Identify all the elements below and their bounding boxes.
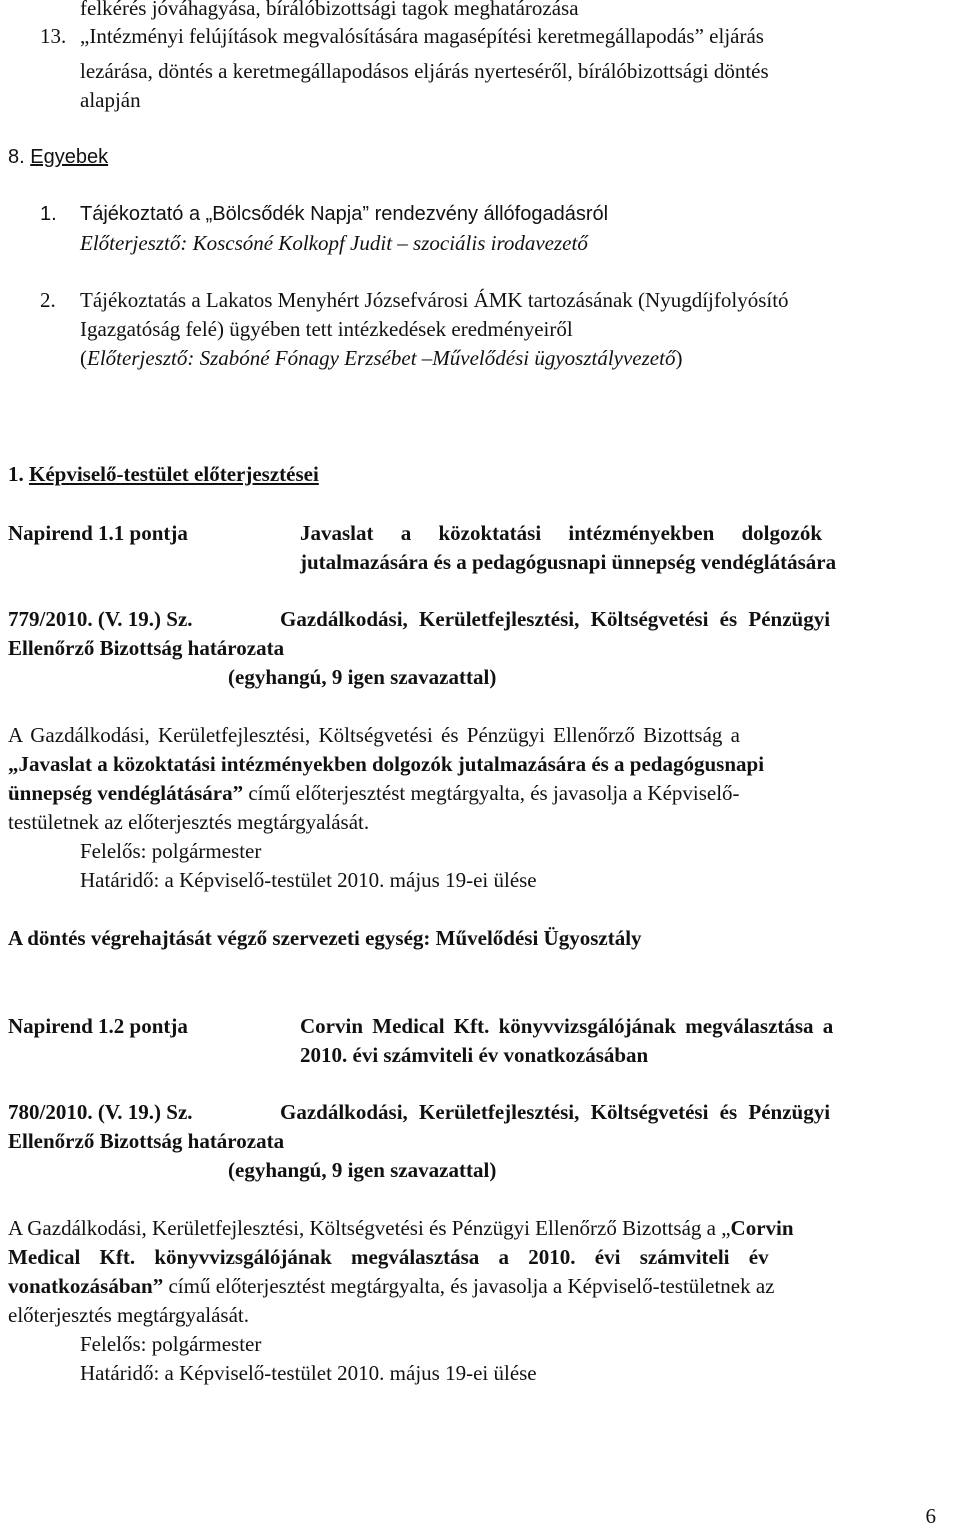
agenda-1-2-title-line1: Corvin Medical Kft. könyvvizsgálójának megválasztása a	[300, 1014, 834, 1038]
continued-line: felkérés jóváhagyása, bírálóbizottsági tagok meghatározása	[80, 0, 579, 20]
presenter-text: Előterjesztő: Szabóné Fónagy Erzsébet –Művelődési ügyosztályvezető	[87, 346, 676, 370]
section-8-item-1-number: 1.	[40, 203, 57, 225]
resolution-780-committee-line1: Gazdálkodási, Kerületfejlesztési, Költségvetési és Pénzügyi	[280, 1100, 831, 1124]
resolution-779-body-line3	[8, 779, 740, 807]
resolution-779-committee-line1: Gazdálkodási, Kerületfejlesztési, Költségvetési és Pénzügyi	[280, 607, 831, 631]
resolution-780-body-line3	[8, 1272, 775, 1300]
heading-1-title: Képviselő-testület előterjesztései	[29, 462, 319, 486]
resolution-779-vote: (egyhangú, 9 igen szavazattal)	[228, 665, 497, 689]
paren-open: (	[80, 346, 87, 370]
resolution-780-body-line1-text: A Gazdálkodási, Kerületfejlesztési, Költségvetési és Pénzügyi Ellenőrző Bizottság a „	[8, 1216, 731, 1240]
resolution-779-title-end: ünnepség vendéglátására”	[8, 781, 244, 805]
section-8-item-2-line1: Tájékoztatás a Lakatos Menyhért Józsefvárosi ÁMK tartozásának (Nyugdíjfolyósító	[80, 288, 789, 312]
section-8-item-2-number: 2.	[40, 288, 56, 312]
paren-close: )	[675, 346, 683, 370]
resolution-779-deadline: Határidő: a Képviselő-testület 2010. május 19-ei ülése	[80, 868, 537, 892]
section-8-item-2-line2: Igazgatóság felé) ügyében tett intézkedések eredményeiről	[80, 317, 573, 341]
resolution-779-body-line1: A Gazdálkodási, Kerületfejlesztési, Költségvetési és Pénzügyi Ellenőrző Bizottság a	[8, 723, 740, 747]
agenda-1-2-label: Napirend 1.2 pontja	[8, 1014, 188, 1038]
section-8-number: 8.	[8, 146, 25, 168]
resolution-780-title-end: vonatkozásában”	[8, 1274, 164, 1298]
page-number: 6	[925, 1504, 936, 1528]
heading-1-number: 1.	[8, 462, 24, 486]
resolution-779-executor: A döntés végrehajtását végző szervezeti egység: Művelődési Ügyosztály	[8, 926, 642, 950]
resolution-779-committee-line2: Ellenőrző Bizottság határozata	[8, 636, 285, 660]
resolution-779-body-line2: „Javaslat a közoktatási intézményekben dolgozók jutalmazására és a pedagógusnapi	[8, 752, 765, 776]
agenda-1-1-title-line1	[300, 519, 954, 547]
resolution-780-body-line3-rest: című előterjesztést megtárgyalta, és javasolja a Képviselő-testületnek az	[163, 1274, 775, 1298]
section-8-item-2-presenter	[80, 344, 682, 372]
resolution-780-body-line1	[8, 1214, 794, 1242]
agenda-1-1-title-line2: jutalmazására és a pedagógusnapi ünnepség vendéglátására	[300, 550, 837, 574]
section-8-item-1-title: Tájékoztató a „Bölcsődék Napja” rendezvény állófogadásról	[80, 203, 609, 225]
heading-1	[8, 460, 319, 488]
resolution-780-body-line2: Medical Kft. könyvvizsgálójának megválasztása a 2010. évi számviteli év	[8, 1245, 769, 1269]
resolution-780-ref: 780/2010. (V. 19.) Sz.	[8, 1100, 193, 1124]
item-13-line3: alapján	[80, 88, 141, 112]
resolution-779-responsible: Felelős: polgármester	[80, 839, 262, 863]
resolution-779-body-line4: testületnek az előterjesztés megtárgyalását.	[8, 810, 370, 834]
item-13-line2: lezárása, döntés a keretmegállapodásos eljárás nyerteséről, bírálóbizottsági döntés	[80, 59, 769, 83]
resolution-780-body-line4: előterjesztés megtárgyalását.	[8, 1303, 250, 1327]
resolution-780-deadline: Határidő: a Képviselő-testület 2010. május 19-ei ülése	[80, 1361, 537, 1385]
agenda-1-1-label: Napirend 1.1 pontja	[8, 521, 188, 545]
item-13-line1-text: „Intézményi felújítások megvalósítására magasépítési keretmegállapodás” eljárás	[80, 24, 764, 48]
item-13-number: 13.	[40, 24, 67, 48]
section-8-title: Egyebek	[30, 146, 109, 168]
agenda-1-1-title-line1-text: Javaslat a közoktatási intézményekben dolgozók	[300, 521, 823, 545]
section-8-heading	[8, 143, 108, 171]
resolution-780-title-start: Corvin	[730, 1216, 794, 1240]
section-8-item-1-presenter: Előterjesztő: Koscsóné Kolkopf Judit – szociális irodavezető	[80, 231, 588, 255]
resolution-780-vote: (egyhangú, 9 igen szavazattal)	[228, 1158, 497, 1182]
resolution-779-body-line3-rest: című előterjesztést megtárgyalta, és javasolja a Képviselő-	[243, 781, 740, 805]
item-13-line1	[80, 22, 954, 50]
agenda-1-2-title-line2: 2010. évi számviteli év vonatkozásában	[300, 1043, 649, 1067]
resolution-780-responsible: Felelős: polgármester	[80, 1332, 262, 1356]
resolution-779-ref: 779/2010. (V. 19.) Sz.	[8, 607, 193, 631]
resolution-780-committee-line2: Ellenőrző Bizottság határozata	[8, 1129, 285, 1153]
